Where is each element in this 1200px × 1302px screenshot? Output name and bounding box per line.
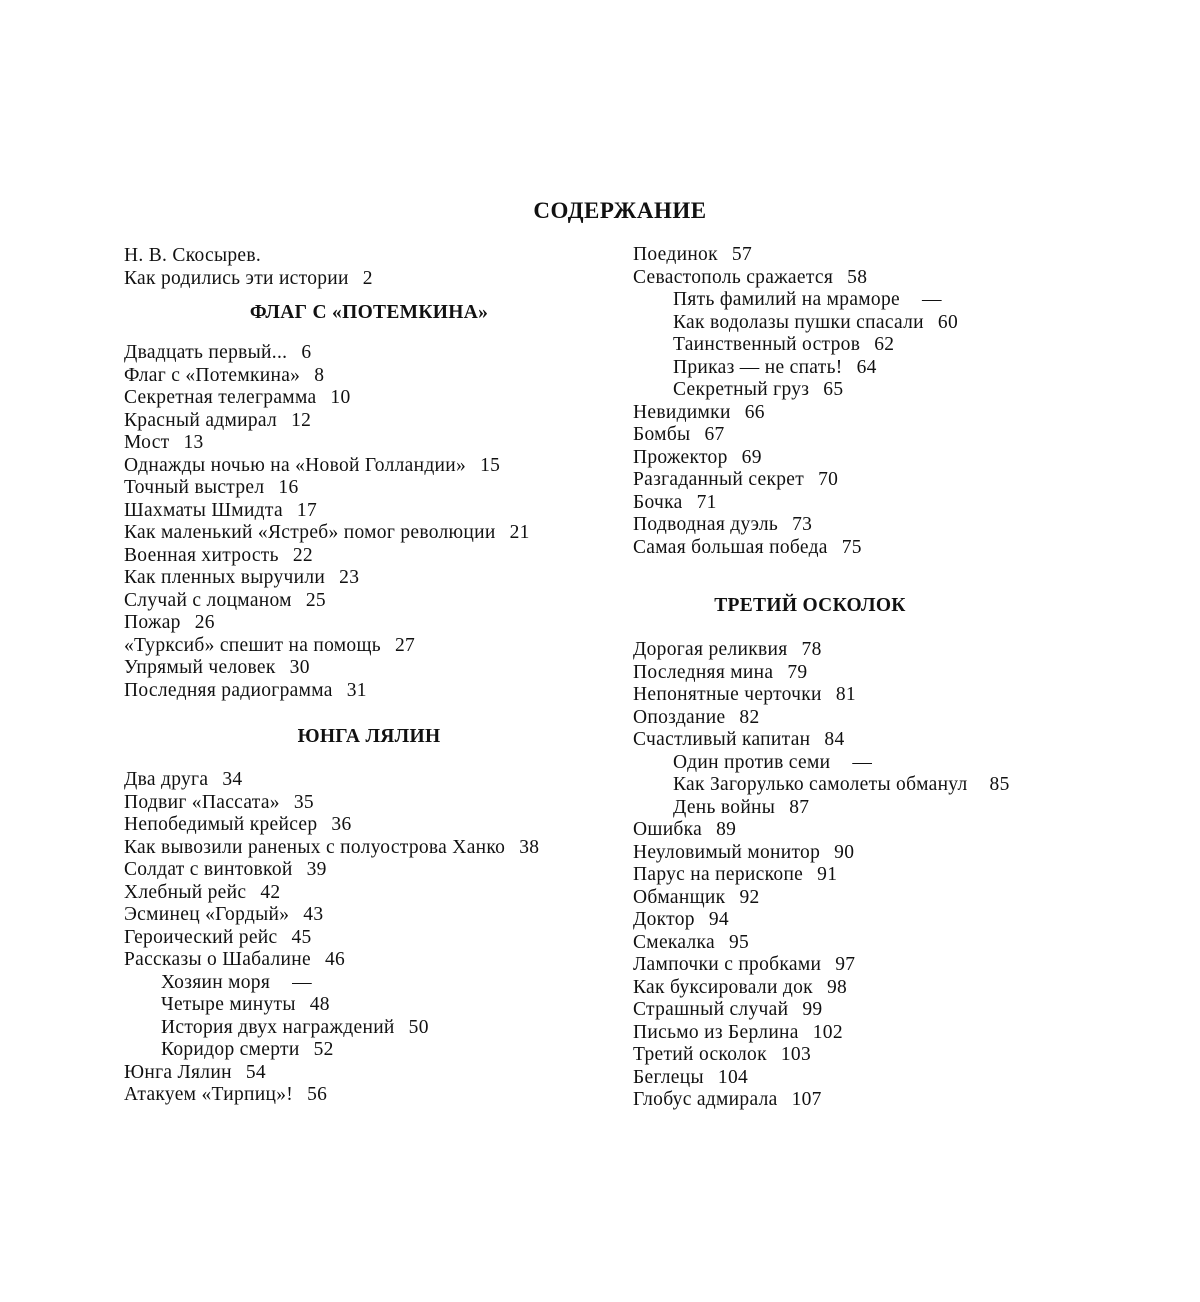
toc-entry[interactable] xyxy=(124,545,614,568)
toc-entry-title: Смекалка xyxy=(633,931,715,953)
toc-entry-title: Как маленький «Ястреб» помог революции xyxy=(124,522,496,543)
toc-entry-page: 8 xyxy=(314,364,325,386)
toc-entry-title: Героический рейс xyxy=(124,926,278,948)
toc-entry-title: Двадцать первый... xyxy=(124,342,288,363)
toc-entry-page: 2 xyxy=(362,268,373,289)
toc-entry-page: 42 xyxy=(260,881,281,903)
toc-entry-title: Красный адмирал xyxy=(124,409,278,431)
toc-entry[interactable] xyxy=(633,662,1103,685)
toc-entry-title: Четыре минуты xyxy=(161,994,296,1015)
toc-entry[interactable] xyxy=(124,455,614,478)
toc-entry[interactable] xyxy=(124,837,614,860)
toc-entry-page: — xyxy=(852,751,873,773)
toc-entry-page: 70 xyxy=(818,469,839,490)
toc-entry[interactable] xyxy=(633,469,1103,492)
toc-entry[interactable] xyxy=(124,1084,614,1107)
toc-subentry[interactable] xyxy=(633,334,1103,357)
toc-entry-title: «Турксиб» спешит на помощь xyxy=(124,634,381,656)
toc-entry[interactable] xyxy=(124,410,614,433)
toc-entry-page: 31 xyxy=(346,679,367,701)
toc-entry-page: 87 xyxy=(789,796,810,818)
toc-subentry[interactable] xyxy=(633,357,1103,380)
toc-entry[interactable] xyxy=(124,859,614,882)
toc-entry[interactable] xyxy=(124,522,614,545)
toc-entry-page: 58 xyxy=(847,266,868,288)
toc-entry-page: 102 xyxy=(812,1021,843,1043)
toc-entry-title: Подводная дуэль xyxy=(633,514,779,535)
toc-entry[interactable] xyxy=(124,657,614,680)
toc-entry[interactable] xyxy=(124,904,614,927)
toc-entry-page: 78 xyxy=(801,639,822,660)
section-yunga-entries-continued xyxy=(633,244,1103,559)
toc-entry-title: Один против семи xyxy=(673,751,831,773)
toc-entry-title: Упрямый человек xyxy=(124,657,276,678)
toc-entry-title: Точный выстрел xyxy=(124,477,265,498)
toc-entry-title: Невидимки xyxy=(633,401,731,423)
toc-entry[interactable] xyxy=(633,864,1103,887)
toc-entry-title: Последняя мина xyxy=(633,661,774,683)
toc-entry[interactable] xyxy=(124,927,614,950)
toc-entry-page: 94 xyxy=(708,909,729,930)
toc-entry-page: 54 xyxy=(245,1061,266,1083)
toc-intro-author: Н. В. Скосырев. xyxy=(124,245,262,266)
toc-entry-page: 82 xyxy=(739,706,760,728)
toc-entry[interactable] xyxy=(633,887,1103,910)
toc-entry[interactable] xyxy=(124,680,614,703)
toc-entry[interactable] xyxy=(633,514,1103,537)
toc-entry[interactable] xyxy=(124,769,614,792)
page-title: СОДЕРЖАНИЕ xyxy=(533,198,707,223)
toc-entry-title: Однажды ночью на «Новой Голландии» xyxy=(124,454,467,476)
toc-entry-title: Пожар xyxy=(124,612,181,633)
toc-subentry[interactable] xyxy=(633,289,1103,312)
toc-entry-title: Приказ — не спать! xyxy=(673,356,843,378)
toc-intro-entry[interactable] xyxy=(124,267,614,290)
toc-entry-page: 65 xyxy=(823,379,844,400)
toc-entry-title: Как родились эти истории xyxy=(124,268,349,289)
toc-entry-title: Бочка xyxy=(633,491,683,513)
toc-entry-page: 104 xyxy=(717,1066,749,1088)
toc-entry-page: 99 xyxy=(802,999,823,1020)
toc-entry[interactable] xyxy=(633,909,1103,932)
section-heading-yunga: ЮНГА ЛЯЛИН xyxy=(297,726,441,747)
toc-entry[interactable] xyxy=(124,432,614,455)
toc-right-column xyxy=(633,244,1103,1112)
toc-entry-title: Неуловимый монитор xyxy=(633,841,821,863)
toc-entry-title: Коридор смерти xyxy=(161,1039,300,1060)
toc-entry-title: Севастополь сражается xyxy=(633,266,834,288)
toc-entry-page: 25 xyxy=(305,589,326,611)
toc-entry-title: Письмо из Берлина xyxy=(633,1021,799,1043)
toc-entry[interactable] xyxy=(633,537,1103,560)
toc-entry[interactable] xyxy=(633,842,1103,865)
toc-entry-title: Рассказы о Шабалине xyxy=(124,949,311,970)
toc-entry[interactable] xyxy=(124,612,614,635)
toc-subentry[interactable] xyxy=(124,972,614,995)
toc-entry-title: Хлебный рейс xyxy=(124,881,247,903)
toc-entry-title: Секретная телеграмма xyxy=(124,387,317,408)
toc-entry-title: Счастливый капитан xyxy=(633,729,811,750)
toc-entry-page: 91 xyxy=(817,864,838,885)
toc-entry-title: Опоздание xyxy=(633,706,726,728)
toc-entry-title: Последняя радиограмма xyxy=(124,679,333,701)
toc-entry-title: Поединок xyxy=(633,244,718,265)
toc-entry-page: 97 xyxy=(835,954,856,975)
toc-entry-page: 6 xyxy=(301,342,312,363)
toc-entry-page: 26 xyxy=(194,612,215,633)
toc-entry-page: 45 xyxy=(291,926,312,948)
toc-entry-page: 90 xyxy=(834,841,855,863)
toc-entry-page: 10 xyxy=(330,387,351,408)
section-heading-oskolok: ТРЕТИЙ ОСКОЛОК xyxy=(714,595,906,616)
toc-entry-page: 84 xyxy=(824,729,845,750)
toc-entry-page: 62 xyxy=(874,334,895,355)
toc-entry-title: Бомбы xyxy=(633,424,691,445)
toc-entry[interactable] xyxy=(633,932,1103,955)
toc-entry-title: Прожектор xyxy=(633,446,728,468)
toc-entry-title: Лампочки с пробками xyxy=(633,954,822,975)
toc-entry-page: 30 xyxy=(289,657,310,678)
toc-entry-page: 71 xyxy=(696,491,717,513)
toc-entry-page: 57 xyxy=(731,244,752,265)
toc-entry-page: 73 xyxy=(792,514,813,535)
toc-entry[interactable] xyxy=(124,814,614,837)
toc-entry-page: 36 xyxy=(331,814,352,835)
toc-entry[interactable] xyxy=(124,477,614,500)
toc-entry-title: Солдат с винтовкой xyxy=(124,859,293,880)
toc-entry-page: 92 xyxy=(739,886,760,908)
section-flag-entries xyxy=(124,342,614,702)
toc-entry[interactable] xyxy=(124,949,614,972)
toc-entry[interactable] xyxy=(633,492,1103,515)
toc-entry-page: 95 xyxy=(728,931,750,953)
toc-entry-title: Парус на перископе xyxy=(633,864,804,885)
toc-entry[interactable] xyxy=(633,1067,1103,1090)
toc-entry-page: 12 xyxy=(291,409,312,431)
toc-entry[interactable] xyxy=(124,792,614,815)
toc-entry-title: Секретный груз xyxy=(673,379,810,400)
toc-entry-page: 85 xyxy=(989,774,1010,795)
toc-entry-page: 13 xyxy=(183,432,204,453)
toc-entry-page: 89 xyxy=(716,819,737,840)
toc-entry-title: Страшный случай xyxy=(633,999,789,1020)
toc-entry-title: Военная хитрость xyxy=(124,544,279,566)
toc-entry[interactable] xyxy=(633,1044,1103,1067)
toc-entry-page: 75 xyxy=(841,536,862,558)
toc-entry-title: Дорогая реликвия xyxy=(633,639,788,660)
toc-entry[interactable] xyxy=(124,635,614,658)
toc-entry[interactable] xyxy=(633,954,1103,977)
toc-subentry[interactable] xyxy=(124,1017,614,1040)
toc-entry-title: Таинственный остров xyxy=(673,334,861,355)
toc-entry-page: 60 xyxy=(937,311,959,333)
toc-entry-title: Доктор xyxy=(633,909,695,930)
toc-entry[interactable] xyxy=(633,729,1103,752)
toc-entry[interactable] xyxy=(633,999,1103,1022)
toc-entry[interactable] xyxy=(633,707,1103,730)
toc-entry-page: 34 xyxy=(222,769,243,790)
toc-entry[interactable] xyxy=(124,1062,614,1085)
toc-entry-title: Пять фамилий на мраморе xyxy=(673,289,900,310)
toc-subentry[interactable] xyxy=(633,797,1103,820)
toc-entry[interactable] xyxy=(124,342,614,365)
toc-entry-title: Третий осколок xyxy=(633,1044,767,1065)
toc-entry-title: Атакуем «Тирпиц»! xyxy=(124,1084,294,1105)
toc-entry-page: 79 xyxy=(787,661,808,683)
toc-entry-title: Хозяин моря xyxy=(161,971,271,993)
toc-entry-page: 98 xyxy=(826,976,848,998)
toc-entry-title: Как вывозили раненых с полуострова Ханко xyxy=(124,836,506,858)
toc-entry[interactable] xyxy=(633,267,1103,290)
toc-entry-title: Глобус адмирала xyxy=(633,1089,778,1110)
toc-entry[interactable] xyxy=(124,567,614,590)
toc-entry-title: День войны xyxy=(673,796,776,818)
toc-entry[interactable] xyxy=(124,882,614,905)
toc-entry-title: Ошибка xyxy=(633,819,703,840)
section-oskolok-entries xyxy=(633,639,1103,1112)
toc-entry-page: 38 xyxy=(519,836,540,858)
toc-entry[interactable] xyxy=(633,639,1103,662)
section-heading-flag: ФЛАГ С «ПОТЕМКИНА» xyxy=(249,302,489,323)
toc-intro xyxy=(124,244,614,290)
toc-subentry[interactable] xyxy=(633,312,1103,335)
toc-entry-title: Беглецы xyxy=(633,1066,704,1088)
toc-entry[interactable] xyxy=(633,244,1103,267)
toc-entry-page: 64 xyxy=(856,356,877,378)
toc-entry-page: 39 xyxy=(306,859,327,880)
toc-entry-page: 27 xyxy=(395,634,416,656)
toc-subentry[interactable] xyxy=(633,752,1103,775)
toc-entry-title: Разгаданный секрет xyxy=(633,469,805,490)
toc-entry-page: 56 xyxy=(307,1084,328,1105)
toc-entry-page: 67 xyxy=(704,424,725,445)
toc-entry-page: 35 xyxy=(293,791,314,813)
toc-subentry[interactable] xyxy=(124,994,614,1017)
toc-entry-page: 16 xyxy=(278,477,299,498)
toc-entry-title: Подвиг «Пассата» xyxy=(124,791,280,813)
toc-entry-title: Флаг с «Потемкина» xyxy=(124,364,301,386)
toc-entry-title: Обманщик xyxy=(633,886,726,908)
toc-entry-title: Юнга Лялин xyxy=(124,1061,232,1083)
toc-subentry[interactable] xyxy=(633,774,1103,797)
toc-entry-page: 103 xyxy=(780,1044,812,1065)
toc-entry[interactable] xyxy=(633,447,1103,470)
toc-entry-page: 69 xyxy=(741,446,762,468)
toc-entry-title: Мост xyxy=(124,432,170,453)
toc-entry-page: 107 xyxy=(791,1089,822,1110)
toc-entry-title: Как пленных выручили xyxy=(124,567,326,588)
toc-entry-title: Непобедимый крейсер xyxy=(124,814,318,835)
toc-subentry[interactable] xyxy=(124,1039,614,1062)
toc-entry-title: Непонятные черточки xyxy=(633,684,822,705)
toc-entry-title: Самая большая победа xyxy=(633,536,828,558)
toc-entry-page: 52 xyxy=(313,1039,334,1060)
toc-entry-title: Как буксировали док xyxy=(633,976,813,998)
toc-entry-title: Случай с лоцманом xyxy=(124,589,292,611)
toc-entry[interactable] xyxy=(633,977,1103,1000)
toc-entry[interactable] xyxy=(124,590,614,613)
toc-entry-page: 46 xyxy=(324,949,346,970)
toc-entry[interactable] xyxy=(124,500,614,523)
toc-entry-page: 50 xyxy=(408,1016,429,1038)
toc-entry-page: 15 xyxy=(480,454,501,476)
section-yunga-entries xyxy=(124,769,614,1107)
toc-entry[interactable] xyxy=(124,387,614,410)
toc-entry-title: Как водолазы пушки спасали xyxy=(673,311,924,333)
toc-entry-page: 43 xyxy=(303,904,324,925)
toc-entry[interactable] xyxy=(124,365,614,388)
toc-entry-page: 66 xyxy=(744,401,765,423)
toc-entry[interactable] xyxy=(633,1089,1103,1112)
toc-entry-page: 17 xyxy=(296,499,318,521)
toc-entry-page: 48 xyxy=(309,994,330,1015)
toc-entry[interactable] xyxy=(633,402,1103,425)
toc-entry-page: 21 xyxy=(509,522,530,543)
toc-entry-title: Эсминец «Гордый» xyxy=(124,904,290,925)
toc-entry[interactable] xyxy=(633,1022,1103,1045)
toc-entry-page: 81 xyxy=(835,684,856,705)
toc-entry-title: Два друга xyxy=(124,769,209,790)
toc-entry-title: История двух награждений xyxy=(161,1016,395,1038)
toc-subentry[interactable] xyxy=(633,379,1103,402)
toc-entry-page: — xyxy=(922,289,942,310)
toc-entry-page: — xyxy=(292,971,312,993)
toc-entry-page: 23 xyxy=(339,567,360,588)
toc-entry[interactable] xyxy=(633,424,1103,447)
toc-entry-title: Шахматы Шмидта xyxy=(124,499,283,521)
toc-entry[interactable] xyxy=(633,819,1103,842)
toc-entry[interactable] xyxy=(633,684,1103,707)
toc-left-column xyxy=(124,244,614,1107)
toc-entry-title: Как Загорулько самолеты обманул xyxy=(673,774,968,795)
toc-entry-page: 22 xyxy=(292,544,313,566)
